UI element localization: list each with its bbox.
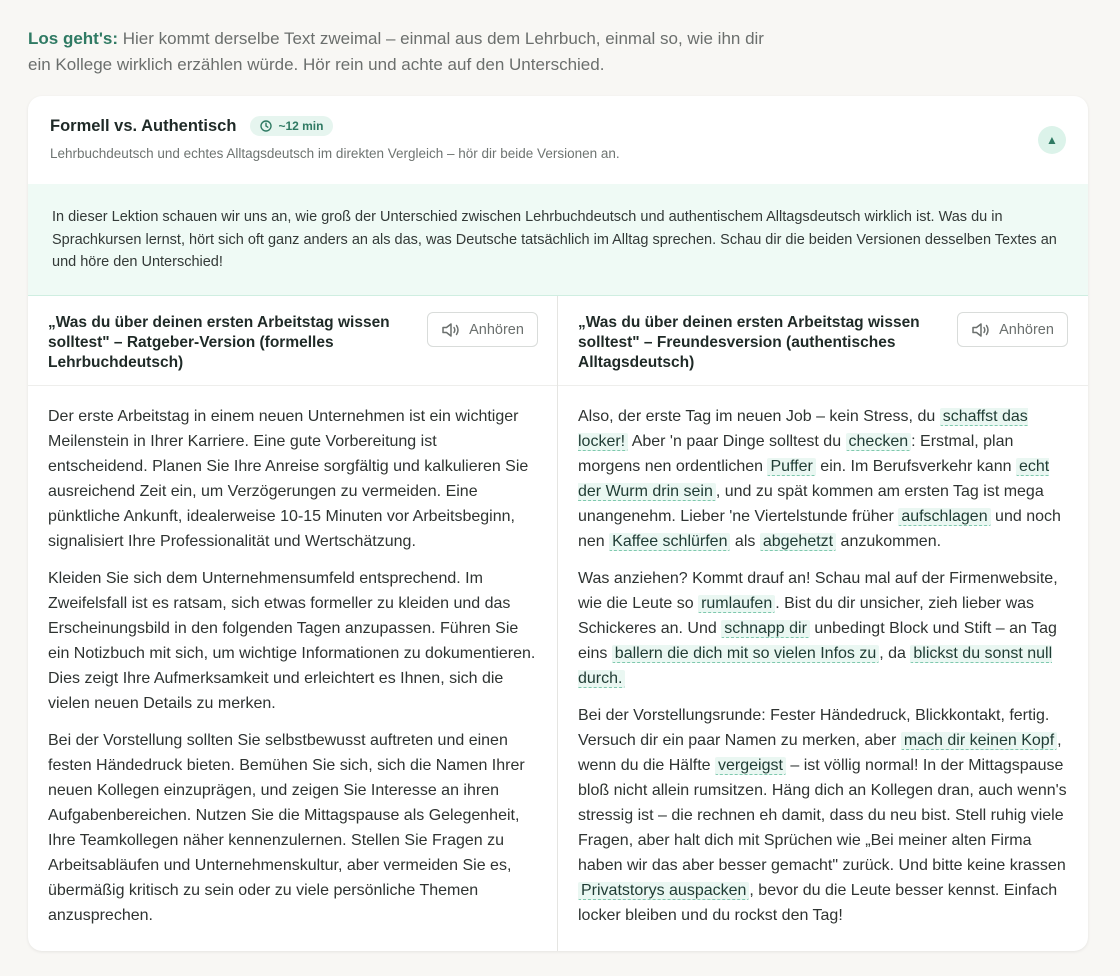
formal-listen-button[interactable] [427,312,538,347]
authentic-paragraph [578,703,1068,928]
text-run: Bei der Vorstellungsrunde: Fester Händedruck, Blickkontakt, fertig. Versuch dir ein paar Namen zu merken, aber [578,707,1050,749]
authentic-version-column [558,296,1088,951]
speaker-icon [971,322,991,338]
authentic-title: „Was du über deinen ersten Arbeitstag wissen solltest" – Freundesversion (authentisches Alltagsdeutsch) [578,314,920,371]
intro-text [28,26,768,78]
authentic-listen-label: Anhören [999,321,1054,338]
formal-title: „Was du über deinen ersten Arbeitstag wissen solltest" – Ratgeber-Version (formelles Lehrbuchdeutsch) [48,314,390,371]
colloquial-phrase[interactable]: schnapp dir [721,620,810,638]
collapse-button[interactable] [1038,126,1066,154]
formal-paragraph: Kleiden Sie sich dem Unternehmensumfeld entsprechend. Im Zweifelsfall ist es ratsam, sich etwas formeller zu kleiden und das Erscheinungsbild in den folgenden Tagen anzupassen. Führen Sie ein Notizbuch mit sich, um wichtige Informationen zu dokumentieren. Dies zeigt Ihre Aufmerksamkeit und erleichtert es Ihnen, sich die vielen neuen Details zu merken. [48,570,536,712]
colloquial-phrase[interactable]: echt der Wurm drin sein [578,458,1050,500]
duration-text: ~12 min [278,119,324,133]
text-run: als [730,533,760,550]
colloquial-phrase[interactable]: rumlaufen [698,595,775,613]
text-run: Aber 'n paar Dinge solltest du [628,433,846,450]
clock-icon [260,120,272,132]
colloquial-phrase[interactable]: Puffer [767,458,815,476]
speaker-icon [441,322,461,338]
card-subtitle: Lehrbuchdeutsch und echtes Alltagsdeutsch im direkten Vergleich – hör dir beide Versionen an. [50,146,620,161]
text-run: Was anziehen? Kommt drauf an! Schau mal auf der Firmenwebsite, wie die Leute so [578,570,1058,612]
lesson-card [28,96,1088,951]
text-run: und noch nen [578,508,1061,550]
text-run: ein. Im Berufsverkehr kann [815,458,1016,475]
card-header [28,96,1088,184]
title-row [50,116,333,136]
colloquial-phrase[interactable]: Privatstorys auspacken [578,882,749,900]
authentic-listen-button[interactable] [957,312,1068,347]
colloquial-phrase[interactable]: schaffst das locker! [578,408,1028,450]
intro-lead: Los geht's: [28,29,118,48]
colloquial-phrase[interactable]: ballern die dich mit so vielen Infos zu [612,645,879,663]
card-title: Formell vs. Authentisch [50,116,237,135]
text-run: , da [879,645,911,662]
chevron-up-icon: ▲ [1046,133,1058,147]
formal-paragraph: Der erste Arbeitstag in einem neuen Unternehmen ist ein wichtiger Meilenstein in Ihrer Karriere. Eine gute Vorbereitung ist entscheidend. Planen Sie Ihre Anreise sorgfältig und kalkulieren Sie ausreichend Zeit ein, um Verzögerungen zu vermeiden. Eine pünktliche Ankunft, idealerweise 10-15 Minuten vor Arbeitsbeginn, signalisiert Ihre Professionalität und Wertschätzung. [48,408,529,550]
authentic-paragraph [578,566,1068,691]
text-run: – ist völlig normal! In der Mittagspause bloß nicht allein rumsitzen. Häng dich an Kollegen dran, auch wenn's stressig ist – die rechnen eh damit, dass du neu bist. Stell ruhig viele Fragen, aber halt dich mit Sprüchen wie „Bei meiner alten Firma haben wir das aber besser gemacht" zurück. Und bitte keine krassen [578,757,1067,874]
formal-version-column [28,296,558,951]
text-run: : Erstmal, plan morgens nen ordentlichen [578,433,1014,475]
text-run: . Bist du dir unsicher, zieh lieber was Schickeres an. Und [578,595,1035,637]
formal-column-header [28,296,557,386]
text-run: , bevor du die Leute besser kennst. Einfach locker bleiben und du rockst den Tag! [578,882,1058,924]
text-run: Also, der erste Tag im neuen Job – kein Stress, du [578,408,940,425]
colloquial-phrase[interactable]: vergeigst [715,757,786,775]
colloquial-phrase[interactable]: aufschlagen [898,508,990,526]
text-run: anzukommen. [836,533,942,550]
text-run: , wenn du die Hälfte [578,732,1062,774]
colloquial-phrase[interactable]: Kaffee schlürfen [609,533,730,551]
intro-body: Hier kommt derselbe Text zweimal – einmal aus dem Lehrbuch, einmal so, wie ihn dir ein Kollege wirklich erzählen würde. Hör rein und achte auf den Unterschied. [28,29,764,74]
formal-paragraph: Bei der Vorstellung sollten Sie selbstbewusst auftreten und einen festen Händedruck bieten. Bemühen Sie sich, sich die Namen Ihrer neuen Kollegen einzuprägen, und zeigen Sie Interesse an ihren Aufgabenbereichen. Nutzen Sie die Mittagspause als Gelegenheit, Ihre Teamkollegen näher kennenzulernen. Stellen Sie Fragen zu Arbeitsabläufen und Unternehmenskultur, aber vermeiden Sie es, übermäßig kritisch zu sein oder zu viele persönliche Themen anzusprechen. [48,732,525,924]
text-run: , und zu spät kommen am ersten Tag ist mega unangenehm. Lieber 'ne Viertelstunde früher [578,483,1044,525]
info-box: In dieser Lektion schauen wir uns an, wie groß der Unterschied zwischen Lehrbuchdeutsch und authentischem Alltagsdeutsch wirklich ist. Was du in Sprachkursen lernst, hört sich oft ganz anders an als das, was Deutsche tatsächlich im Alltag sprechen. Schau dir die beiden Versionen desselben Textes an und höre den Unterschied! [28,184,1088,296]
formal-listen-label: Anhören [469,321,524,338]
colloquial-phrase[interactable]: abgehetzt [760,533,836,551]
colloquial-phrase[interactable]: blickst du sonst null durch. [578,645,1053,687]
authentic-text [578,404,1068,940]
duration-badge [250,116,333,136]
authentic-paragraph [578,404,1068,554]
text-run: unbedingt Block und Stift – an Tag eins [578,620,1057,662]
colloquial-phrase[interactable]: mach dir keinen Kopf [901,732,1057,750]
colloquial-phrase[interactable]: checken [846,433,912,451]
formal-text [48,404,538,940]
authentic-column-header [558,296,1088,386]
